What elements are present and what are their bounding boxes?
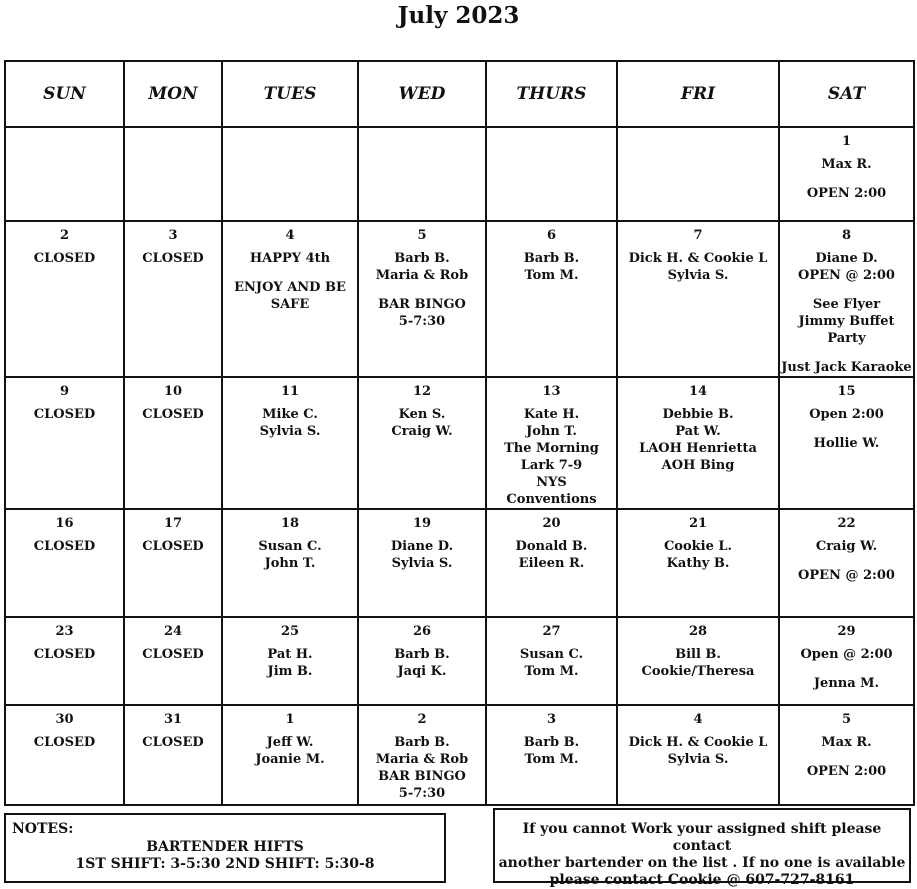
shift-entry: Jimmy Buffet Party — [798, 314, 895, 346]
shift-entry: Bill B. — [675, 647, 721, 662]
closed-label: CLOSED — [142, 647, 204, 662]
contact-line-2: another bartender on the list . If no one is available — [498, 855, 906, 871]
day-number: 1 — [285, 712, 295, 727]
day-number: 26 — [412, 624, 432, 639]
day-cell — [358, 377, 486, 509]
shift-entry: Susan C. — [258, 539, 322, 554]
shift-entry: Diane D. — [390, 539, 454, 554]
day-cell — [617, 617, 779, 705]
week-row — [5, 509, 914, 617]
day-number: 16 — [55, 516, 74, 531]
shift-entry: AOH Bing — [661, 458, 735, 473]
shift-entry: Barb B. — [394, 251, 450, 266]
day-number: 11 — [280, 384, 300, 399]
shift-entry: BAR BINGO — [378, 297, 466, 312]
day-number: 4 — [693, 712, 703, 727]
shift-entry: Cookie L. — [663, 539, 733, 554]
shift-entry: OPEN 2:00 — [806, 764, 887, 779]
shift-entry: Sylvia S. — [259, 424, 321, 439]
day-number: 10 — [163, 384, 183, 399]
day-cell — [5, 377, 124, 509]
week-row — [5, 221, 914, 377]
week-row — [5, 377, 914, 509]
shift-entry: HAPPY 4th — [249, 251, 331, 266]
day-cell — [486, 377, 617, 509]
weekday-mon: MON — [124, 61, 222, 127]
notes-line-1: BARTENDER HIFTS — [146, 839, 304, 855]
contact-line-3: please contact Cookie @ 607-727-8161 — [549, 872, 855, 888]
shift-entry: Jenna M. — [813, 676, 880, 691]
shift-entry: John T. — [526, 424, 577, 439]
day-number: 6 — [546, 228, 557, 243]
shift-entry: Kathy B. — [666, 556, 730, 571]
day-cell — [124, 377, 222, 509]
day-cell — [779, 127, 914, 221]
day-cell — [124, 509, 222, 617]
day-cell — [222, 377, 358, 509]
day-number: 14 — [688, 384, 708, 399]
shift-entry: Donald B. — [515, 539, 588, 554]
notes-line-2: 1ST SHIFT: 3-5:30 2ND SHIFT: 5:30-8 — [75, 856, 375, 872]
day-cell — [617, 377, 779, 509]
weekday-sat: SAT — [779, 61, 914, 127]
shift-entry: Dick H. & Cookie L — [628, 251, 768, 266]
day-cell — [617, 221, 779, 377]
day-number: 18 — [280, 516, 300, 531]
day-cell — [222, 221, 358, 377]
day-cell — [358, 617, 486, 705]
weekday-wed: WED — [358, 61, 486, 127]
day-number: 17 — [163, 516, 183, 531]
day-cell — [486, 705, 617, 805]
shift-entry: Sylvia S. — [391, 556, 453, 571]
shift-entry: Lark 7-9 — [520, 458, 583, 473]
day-number: 13 — [542, 384, 561, 399]
shift-entry: Jim B. — [267, 664, 313, 679]
day-number: 29 — [837, 624, 856, 639]
day-number: 2 — [417, 712, 427, 727]
shift-entry: Jeff W. — [266, 735, 314, 750]
shift-entry: Barb B. — [523, 251, 580, 266]
day-cell — [358, 127, 486, 221]
day-cell — [358, 221, 486, 377]
closed-label: CLOSED — [33, 251, 96, 266]
shift-entry: Open @ 2:00 — [800, 647, 893, 662]
day-number: 12 — [412, 384, 432, 399]
shift-entry: Open 2:00 — [809, 407, 884, 422]
day-cell — [486, 221, 617, 377]
shift-entry: Pat W. — [675, 424, 721, 439]
day-number: 19 — [412, 516, 432, 531]
week-row — [5, 705, 914, 805]
day-cell — [779, 509, 914, 617]
day-cell — [5, 617, 124, 705]
day-cell — [124, 617, 222, 705]
day-cell — [5, 509, 124, 617]
shift-entry: The Morning — [504, 441, 599, 456]
day-number: 25 — [280, 624, 300, 639]
shift-entry: NYS — [536, 475, 567, 490]
day-number: 5 — [417, 228, 427, 243]
shift-entry: Maria & Rob — [375, 752, 469, 767]
notes-heading: NOTES: — [12, 821, 74, 837]
notes-box — [4, 813, 446, 883]
shift-entry: Kate H. — [523, 407, 580, 422]
contact-line-1: If you cannot Work your assigned shift please contact — [522, 821, 882, 854]
shift-entry: OPEN @ 2:00 — [798, 568, 895, 583]
shift-entry: Joanie M. — [255, 752, 325, 767]
shift-entry: BAR BINGO — [378, 769, 466, 784]
shift-entry: Sylvia S. — [667, 752, 729, 767]
day-cell — [486, 127, 617, 221]
day-number: 30 — [55, 712, 74, 727]
day-cell — [124, 127, 222, 221]
day-number: 28 — [688, 624, 708, 639]
day-number: 22 — [837, 516, 856, 531]
closed-label: CLOSED — [142, 407, 204, 422]
day-number: 20 — [542, 516, 561, 531]
day-number: 4 — [285, 228, 295, 243]
weekday-fri: FRI — [617, 61, 779, 127]
shift-entry: Max R. — [821, 157, 872, 172]
day-cell — [779, 617, 914, 705]
day-cell — [222, 617, 358, 705]
shift-entry: LAOH Henrietta — [639, 441, 757, 456]
day-number: 15 — [837, 384, 856, 399]
closed-label: CLOSED — [33, 407, 96, 422]
day-number: 2 — [59, 228, 70, 243]
closed-label: CLOSED — [142, 539, 204, 554]
shift-entry: Diane D. — [815, 251, 878, 266]
shift-entry: Hollie W. — [813, 436, 880, 451]
shift-entry: Susan C. — [519, 647, 584, 662]
day-cell — [222, 127, 358, 221]
weekday-thurs: THURS — [486, 61, 617, 127]
shift-entry: Craig W. — [815, 539, 878, 554]
weekday-tues: TUES — [222, 61, 358, 127]
page-title: July 2023 — [397, 2, 520, 29]
day-number: 31 — [163, 712, 183, 727]
day-cell — [358, 705, 486, 805]
shift-entry: Just Jack Karaoke — [781, 360, 912, 375]
day-number: 9 — [59, 384, 70, 399]
shift-entry: Cookie/Theresa — [641, 664, 755, 679]
shift-entry: 5-7:30 — [398, 786, 446, 801]
shift-entry: Debbie B. — [662, 407, 734, 422]
day-cell — [358, 509, 486, 617]
contact-box — [493, 808, 911, 888]
day-number: 3 — [546, 712, 557, 727]
day-cell — [5, 705, 124, 805]
day-cell — [617, 509, 779, 617]
day-number: 5 — [841, 712, 852, 727]
day-cell — [5, 127, 124, 221]
shift-entry: 5-7:30 — [398, 314, 446, 329]
shift-entry: Jaqi K. — [397, 664, 447, 679]
day-cell — [779, 705, 914, 805]
day-cell — [486, 509, 617, 617]
day-number: 3 — [168, 228, 178, 243]
day-number: 23 — [55, 624, 74, 639]
shift-entry: Barb B. — [523, 735, 580, 750]
week-row — [5, 617, 914, 705]
day-cell — [124, 705, 222, 805]
shift-entry: Tom M. — [524, 664, 579, 679]
shift-entry: Craig W. — [391, 424, 453, 439]
day-number: 7 — [693, 228, 703, 243]
weekday-header-row — [5, 61, 914, 127]
shift-entry: Tom M. — [524, 752, 579, 767]
day-number: 21 — [688, 516, 708, 531]
day-cell — [617, 127, 779, 221]
shift-entry: ENJOY AND BE — [234, 280, 346, 295]
week-row — [5, 127, 914, 221]
shift-entry: Pat H. — [267, 647, 313, 662]
shift-entry: John T. — [264, 556, 316, 571]
shift-entry: OPEN 2:00 — [806, 186, 887, 201]
shift-entry: SAFE — [270, 297, 310, 312]
shift-entry: Barb B. — [394, 735, 450, 750]
shift-entry: Barb B. — [394, 647, 450, 662]
day-number: 8 — [841, 228, 852, 243]
closed-label: CLOSED — [33, 539, 96, 554]
day-cell — [5, 221, 124, 377]
shift-entry: Eileen R. — [518, 556, 585, 571]
shift-entry: Mike C. — [262, 407, 318, 422]
day-cell — [779, 377, 914, 509]
shift-entry: Ken S. — [398, 407, 446, 422]
closed-label: CLOSED — [142, 251, 204, 266]
closed-label: CLOSED — [33, 647, 96, 662]
calendar-grid — [4, 60, 915, 806]
closed-label: CLOSED — [142, 735, 204, 750]
shift-entry: Tom M. — [524, 268, 579, 283]
shift-entry: Dick H. & Cookie L — [628, 735, 768, 750]
shift-entry: OPEN @ 2:00 — [798, 268, 895, 283]
day-number: 1 — [841, 134, 852, 149]
weekday-sun: SUN — [5, 61, 124, 127]
day-cell — [617, 705, 779, 805]
day-cell — [222, 705, 358, 805]
day-cell — [779, 221, 914, 377]
day-cell — [124, 221, 222, 377]
closed-label: CLOSED — [33, 735, 96, 750]
day-number: 24 — [163, 624, 183, 639]
shift-entry: Conventions — [506, 492, 597, 507]
day-cell — [222, 509, 358, 617]
day-cell — [486, 617, 617, 705]
shift-entry: Max R. — [821, 735, 872, 750]
shift-entry: Sylvia S. — [667, 268, 729, 283]
shift-entry: Maria & Rob — [375, 268, 469, 283]
shift-entry: See Flyer — [812, 297, 881, 312]
day-number: 27 — [542, 624, 561, 639]
